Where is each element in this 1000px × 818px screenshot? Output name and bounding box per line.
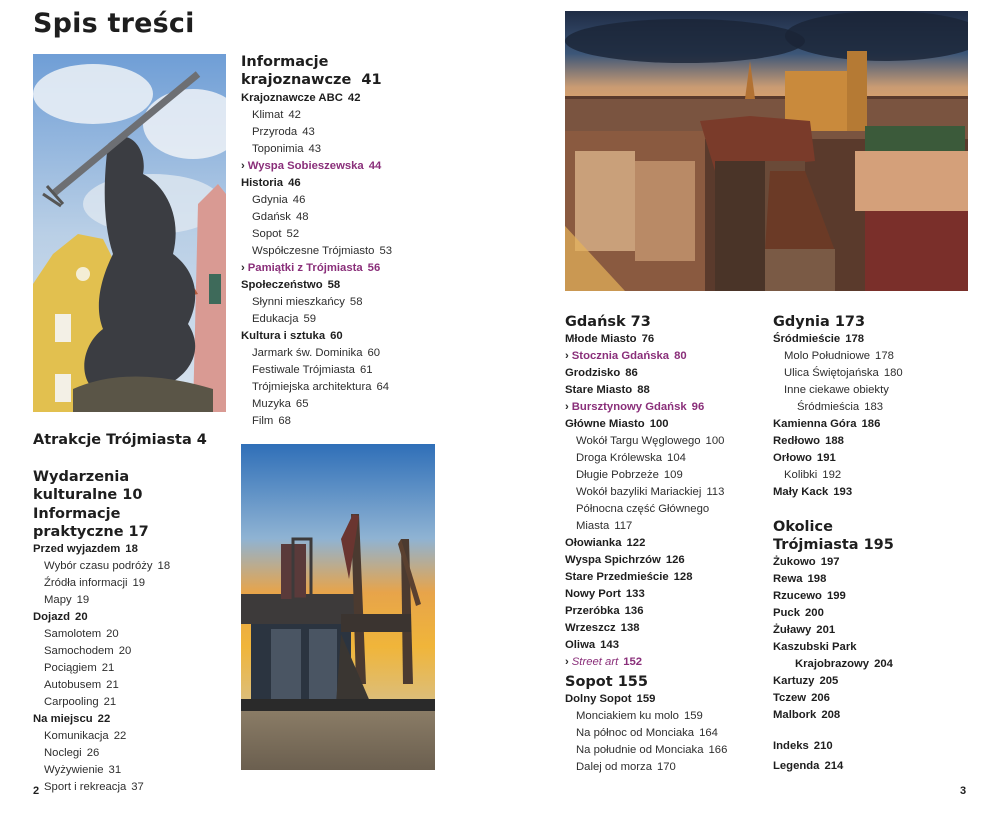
toc-entry[interactable] — [565, 348, 765, 365]
toc-entry-label: Carpooling — [44, 696, 99, 708]
toc-entry-page: 170 — [656, 761, 676, 773]
page-title: Spis treści — [33, 8, 195, 39]
toc-entry-page: 117 — [614, 520, 633, 532]
toc-entry-label: Sopot — [252, 228, 282, 240]
gdansk-panorama-photo — [565, 11, 968, 291]
toc-entry-label: Stare Miasto — [565, 384, 633, 396]
toc-entry-label: Droga Królewska — [576, 452, 663, 464]
toc-entry-label: Edukacja — [252, 313, 299, 325]
toc-entry[interactable] — [241, 192, 436, 209]
toc-entry[interactable] — [565, 586, 765, 603]
toc-entry-label: Pamiątki z Trójmiasta — [247, 262, 363, 274]
toc-entry-label: Na północ od Monciaka — [576, 727, 695, 739]
toc-entry-label: Redłowo — [773, 435, 821, 447]
page-number-right: 3 — [960, 785, 967, 797]
toc-entry[interactable] — [33, 711, 238, 728]
toc-entry-page: 43 — [302, 126, 315, 138]
toc-entry[interactable] — [565, 691, 765, 708]
toc-entry[interactable] — [773, 622, 973, 639]
page-number-left: 2 — [33, 785, 40, 797]
toc-entry-label: Społeczeństwo — [241, 279, 323, 291]
chevron-right-icon: › — [565, 656, 569, 668]
toc-entry-page: 198 — [807, 573, 827, 585]
toc-entry[interactable] — [241, 107, 436, 124]
toc-entry[interactable] — [33, 558, 238, 575]
toc-entry[interactable] — [565, 331, 765, 348]
toc-entry-label: Żuławy — [773, 624, 812, 636]
toc-entry-label: Dojazd — [33, 611, 71, 623]
toc-entry-page: 136 — [624, 605, 644, 617]
toc-entry-label: Rewa — [773, 573, 803, 585]
toc-entry[interactable] — [773, 656, 973, 673]
toc-entry-page: 61 — [359, 364, 373, 376]
toc-entry[interactable] — [773, 554, 973, 571]
toc-entry[interactable] — [33, 779, 238, 796]
toc-entry[interactable] — [565, 725, 765, 742]
toc-entry-label: Stare Przedmieście — [565, 571, 669, 583]
toc-entry-label: Przed wyjazdem — [33, 543, 121, 555]
toc-entry-label: Orłowo — [773, 452, 812, 464]
toc-entry[interactable] — [241, 141, 436, 158]
toc-entry-legenda[interactable]: Legenda 214 — [773, 760, 844, 772]
toc-entry-label: Tczew — [773, 692, 807, 704]
toc-entry[interactable] — [241, 311, 436, 328]
toc-entry-label: Festiwale Trójmiasta — [252, 364, 355, 376]
toc-entry-page: 186 — [861, 418, 881, 430]
toc-section-back-matter — [773, 738, 973, 775]
toc-entry-label: Samochodem — [44, 645, 114, 657]
toc-entry[interactable] — [565, 620, 765, 637]
toc-entry-label: Wrzeszcz — [565, 622, 616, 634]
toc-entry[interactable] — [241, 90, 436, 107]
toc-entry-page: 20 — [106, 628, 119, 640]
toc-section-gdynia — [773, 313, 973, 501]
toc-entry-page: 208 — [821, 709, 841, 721]
toc-entry[interactable] — [773, 673, 973, 690]
toc-entry-page: 152 — [623, 656, 643, 668]
toc-entry-page: 166 — [708, 744, 728, 756]
toc-entry[interactable] — [33, 677, 238, 694]
toc-entry-label: Żukowo — [773, 556, 816, 568]
toc-entry-label: Mapy — [44, 594, 72, 606]
toc-entry[interactable] — [241, 226, 436, 243]
toc-entry-page: 19 — [76, 594, 90, 606]
toc-entry-label: Krajoznawcze ABC — [241, 92, 343, 104]
toc-entry-page: 188 — [825, 435, 844, 447]
toc-entry-label: Wyspa Sobieszewska — [247, 160, 364, 172]
toc-entry-page: 68 — [278, 415, 291, 427]
toc-entry[interactable] — [565, 535, 765, 552]
toc-section-sopot — [565, 673, 765, 776]
toc-entry[interactable] — [565, 637, 765, 654]
toc-entry[interactable] — [241, 175, 436, 192]
toc-entry-label: Grodzisko — [565, 367, 621, 379]
toc-entry[interactable] — [773, 382, 973, 399]
toc-entry[interactable] — [565, 552, 765, 569]
toc-entry-label: Muzyka — [252, 398, 291, 410]
toc-entry-page: 200 — [805, 607, 824, 619]
toc-entry[interactable] — [565, 708, 765, 725]
toc-entry-page: 26 — [86, 747, 100, 759]
toc-entry-label: Historia — [241, 177, 284, 189]
toc-entry-page: 58 — [349, 296, 363, 308]
toc-entry-page: 46 — [292, 194, 306, 206]
toc-entry[interactable] — [241, 328, 436, 345]
toc-entry-page: 126 — [665, 554, 685, 566]
toc-entry-page: 100 — [705, 435, 725, 447]
toc-entry[interactable] — [773, 416, 973, 433]
toc-entry-label: Śródmieście — [773, 333, 841, 345]
toc-entry[interactable] — [241, 396, 436, 413]
chevron-right-icon: › — [241, 160, 245, 172]
toc-entry-page: 37 — [131, 781, 144, 793]
toc-entry-page: 180 — [883, 367, 903, 379]
toc-entry[interactable] — [33, 643, 238, 660]
toc-entry-page: 178 — [845, 333, 865, 345]
toc-entry-page: 21 — [106, 679, 119, 691]
toc-entry-label: Źródła informacji — [44, 577, 128, 589]
toc-entry-label: Wyspa Spichrzów — [565, 554, 661, 566]
toc-entry[interactable] — [565, 501, 765, 535]
toc-entry-page: 197 — [820, 556, 840, 568]
toc-entry-label: Gdańsk — [252, 211, 291, 223]
toc-entry-page: 183 — [864, 401, 884, 413]
toc-entry-page: 43 — [308, 143, 322, 155]
toc-entry[interactable] — [773, 331, 973, 348]
toc-entry-page: 100 — [649, 418, 669, 430]
toc-entry-label: Słynni mieszkańcy — [252, 296, 345, 308]
toc-entry-page: 53 — [379, 245, 393, 257]
toc-entry-page: 60 — [367, 347, 381, 359]
toc-entry-page: 65 — [295, 398, 309, 410]
toc-entry-label: Noclegi — [44, 747, 82, 759]
toc-entry[interactable] — [773, 588, 973, 605]
toc-entry-page: 104 — [667, 452, 686, 464]
toc-entry[interactable] — [773, 450, 973, 467]
toc-entry[interactable] — [773, 484, 973, 501]
toc-entry[interactable] — [241, 413, 436, 430]
toc-entry-label: Mały Kack — [773, 486, 829, 498]
toc-entry-page: 178 — [875, 350, 894, 362]
toc-entry-page: 42 — [347, 92, 361, 104]
toc-entry[interactable] — [565, 467, 765, 484]
chevron-right-icon: › — [565, 401, 569, 413]
toc-entry-label: Na miejscu — [33, 713, 93, 725]
toc-section-gdansk — [565, 313, 765, 671]
toc-entry-label: Przyroda — [252, 126, 298, 138]
toc-entry-label: Kultura i sztuka — [241, 330, 326, 342]
toc-entry-indeks[interactable]: Indeks 210 — [773, 740, 833, 752]
toc-entry[interactable] — [33, 575, 238, 592]
toc-entry-page: 31 — [108, 764, 122, 776]
toc-entry-page: 159 — [636, 693, 656, 705]
toc-entry-page: 21 — [101, 662, 115, 674]
toc-entry-page: 21 — [103, 696, 117, 708]
toc-entry[interactable] — [241, 362, 436, 379]
toc-entry-label: Jarmark św. Dominika — [252, 347, 363, 359]
toc-entry-label: Rzucewo — [773, 590, 822, 602]
toc-entry-page: 64 — [376, 381, 390, 393]
toc-entry-page: 159 — [683, 710, 703, 722]
toc-entry-label: Oliwa — [565, 639, 596, 651]
toc-entry-page: 143 — [600, 639, 619, 651]
toc-entry[interactable] — [565, 450, 765, 467]
toc-entry[interactable] — [773, 571, 973, 588]
toc-entry[interactable] — [773, 433, 973, 450]
toc-entry-page: 18 — [157, 560, 171, 572]
toc-section-wydarzenia — [33, 468, 233, 504]
toc-entry[interactable] — [565, 654, 765, 671]
toc-entry[interactable] — [773, 639, 973, 656]
toc-entry[interactable] — [241, 124, 436, 141]
toc-entry[interactable] — [773, 467, 973, 484]
toc-entry[interactable] — [33, 745, 238, 762]
toc-entry-page: 60 — [330, 330, 343, 342]
toc-entry[interactable] — [241, 243, 436, 260]
toc-entry-label: Bursztynowy Gdańsk — [571, 401, 687, 413]
chevron-right-icon: › — [241, 262, 245, 274]
toc-entry-label: Główne Miasto — [565, 418, 645, 430]
toc-entry-label: Stocznia Gdańska — [571, 350, 670, 362]
toc-entry-page: 52 — [286, 228, 300, 240]
toc-entry-label: Krajobrazowy — [795, 658, 870, 670]
toc-entry-page: 76 — [641, 333, 655, 345]
toc-entry[interactable] — [565, 365, 765, 382]
toc-entry-page: 199 — [826, 590, 846, 602]
toc-entry-label: Komunikacja — [44, 730, 109, 742]
toc-entry-label: Współczesne Trójmiasto — [252, 245, 375, 257]
toc-section-krajoznawcze — [241, 53, 436, 430]
toc-entry-label: Gdynia — [252, 194, 288, 206]
toc-entry-label: Przeróbka — [565, 605, 620, 617]
toc-entry-label: Dolny Sopot — [565, 693, 632, 705]
toc-entry-page: 133 — [625, 588, 645, 600]
toc-entry-page: 18 — [125, 543, 138, 555]
toc-entry-page: 206 — [811, 692, 830, 704]
section-heading[interactable]: Informacje krajoznawcze 41 — [241, 54, 382, 88]
toc-entry-page: 192 — [822, 469, 842, 481]
toc-entry[interactable] — [565, 603, 765, 620]
toc-entry-page: 86 — [625, 367, 638, 379]
toc-section-okolice — [773, 518, 973, 724]
toc-entry-label: Samolotem — [44, 628, 102, 640]
toc-entry-label: Sport i rekreacja — [44, 781, 127, 793]
toc-entry[interactable] — [241, 345, 436, 362]
toc-entry[interactable] — [565, 484, 765, 501]
toc-entry-label: Ołowianka — [565, 537, 622, 549]
toc-entry[interactable] — [33, 609, 238, 626]
section-heading[interactable]: Okolice Trójmiasta 195 — [773, 519, 894, 553]
toc-entry[interactable] — [241, 294, 436, 311]
toc-entry-page: 205 — [819, 675, 839, 687]
toc-entry-label: Kolibki — [784, 469, 818, 481]
toc-entry-page: 109 — [663, 469, 683, 481]
toc-entry-label: Pociągiem — [44, 662, 97, 674]
toc-entry-page: 19 — [132, 577, 146, 589]
toc-entry-label: Długie Pobrzeże — [576, 469, 659, 481]
toc-entry-page: 191 — [816, 452, 836, 464]
toc-entry-label: Monciakiem ku molo — [576, 710, 679, 722]
toc-entry-label: Dalej od morza — [576, 761, 652, 773]
toc-entry-page: 113 — [706, 486, 725, 498]
toc-entry-page: 46 — [288, 177, 301, 189]
toc-entry-label: Inne ciekawe obiekty — [784, 384, 889, 396]
toc-entry[interactable] — [565, 759, 765, 776]
shipyard-cranes-photo — [241, 444, 435, 770]
toc-entry-page: 58 — [327, 279, 341, 291]
toc-entry-page: 88 — [637, 384, 650, 396]
section-heading[interactable]: Sopot 155 — [565, 674, 648, 690]
toc-entry[interactable] — [241, 379, 436, 396]
toc-entry-label: Na południe od Monciaka — [576, 744, 704, 756]
toc-entry-label: Malbork — [773, 709, 817, 721]
toc-entry-page: 128 — [673, 571, 693, 583]
toc-entry-page: 193 — [833, 486, 853, 498]
toc-entry[interactable] — [33, 660, 238, 677]
toc-entry-label: Molo Południowe — [784, 350, 871, 362]
toc-entry-label: Puck — [773, 607, 801, 619]
toc-entry-label: Wokół bazyliki Mariackiej — [576, 486, 702, 498]
toc-entry[interactable] — [33, 592, 238, 609]
toc-entry[interactable] — [33, 762, 238, 779]
toc-entry-label: Młode Miasto — [565, 333, 637, 345]
toc-entry-page: 96 — [691, 401, 705, 413]
toc-entry[interactable] — [241, 260, 436, 277]
toc-entry[interactable] — [773, 365, 973, 382]
toc-entry-page: 22 — [97, 713, 111, 725]
toc-entry-page: 204 — [874, 658, 893, 670]
toc-entry-label: Kamienna Góra — [773, 418, 857, 430]
toc-entry-label: Nowy Port — [565, 588, 621, 600]
toc-entry[interactable] — [565, 416, 765, 433]
toc-entry-page: 44 — [368, 160, 382, 172]
toc-section-atrakcje — [33, 431, 233, 449]
toc-entry-label: Street art — [571, 656, 619, 668]
toc-entry-page: 201 — [816, 624, 836, 636]
toc-entry-page: 122 — [626, 537, 646, 549]
toc-entry-page: 20 — [118, 645, 132, 657]
section-heading[interactable]: Gdynia 173 — [773, 314, 866, 330]
toc-entry-page: 42 — [288, 109, 301, 121]
toc-entry-label: Północna część Głównego Miasta — [576, 503, 710, 532]
toc-entry[interactable] — [33, 626, 238, 643]
toc-entry[interactable] — [565, 433, 765, 450]
toc-entry[interactable] — [773, 348, 973, 365]
toc-section-praktyczne — [33, 505, 238, 796]
toc-entry[interactable] — [565, 399, 765, 416]
toc-entry-label: Film — [252, 415, 274, 427]
neptune-fountain-photo — [33, 54, 226, 412]
section-heading[interactable]: Atrakcje Trójmiasta 4 — [33, 432, 207, 448]
toc-entry[interactable] — [565, 742, 765, 759]
toc-entry-label: Kaszubski Park — [773, 641, 857, 653]
toc-entry[interactable] — [241, 209, 436, 226]
toc-entry-page: 80 — [674, 350, 687, 362]
section-heading[interactable]: Wydarzenia kulturalne 10 — [33, 469, 143, 503]
toc-entry-label: Ulica Świętojańska — [784, 367, 879, 379]
section-heading[interactable]: Informacje praktyczne 17 — [33, 506, 149, 540]
toc-entry[interactable] — [241, 277, 436, 294]
chevron-right-icon: › — [565, 350, 569, 362]
toc-entry-page: 164 — [699, 727, 718, 739]
toc-entry[interactable] — [565, 382, 765, 399]
toc-entry-page: 20 — [75, 611, 88, 623]
toc-entry-label: Klimat — [252, 109, 284, 121]
toc-entry[interactable] — [565, 569, 765, 586]
toc-entry-page: 138 — [620, 622, 640, 634]
toc-entry[interactable] — [33, 541, 238, 558]
toc-entry[interactable] — [33, 728, 238, 745]
toc-entry[interactable] — [241, 158, 436, 175]
toc-entry-label: Toponimia — [252, 143, 304, 155]
toc-entry-page: 56 — [367, 262, 381, 274]
toc-entry-label: Śródmieścia — [797, 401, 860, 413]
toc-entry[interactable] — [773, 707, 973, 724]
section-heading[interactable]: Gdańsk 73 — [565, 314, 651, 330]
toc-entry-label: Trójmiejska architektura — [252, 381, 372, 393]
toc-entry-label: Kartuzy — [773, 675, 815, 687]
toc-entry[interactable] — [773, 605, 973, 622]
toc-entry-page: 48 — [295, 211, 309, 223]
toc-entry-page: 22 — [113, 730, 127, 742]
toc-entry[interactable] — [33, 694, 238, 711]
toc-entry-label: Wyżywienie — [44, 764, 104, 776]
toc-entry-label: Wokół Targu Węglowego — [576, 435, 701, 447]
toc-entry-page: 59 — [303, 313, 317, 325]
toc-entry-label: Wybór czasu podróży — [44, 560, 153, 572]
toc-entry[interactable] — [773, 399, 973, 416]
toc-entry-label: Autobusem — [44, 679, 102, 691]
toc-entry[interactable] — [773, 690, 973, 707]
